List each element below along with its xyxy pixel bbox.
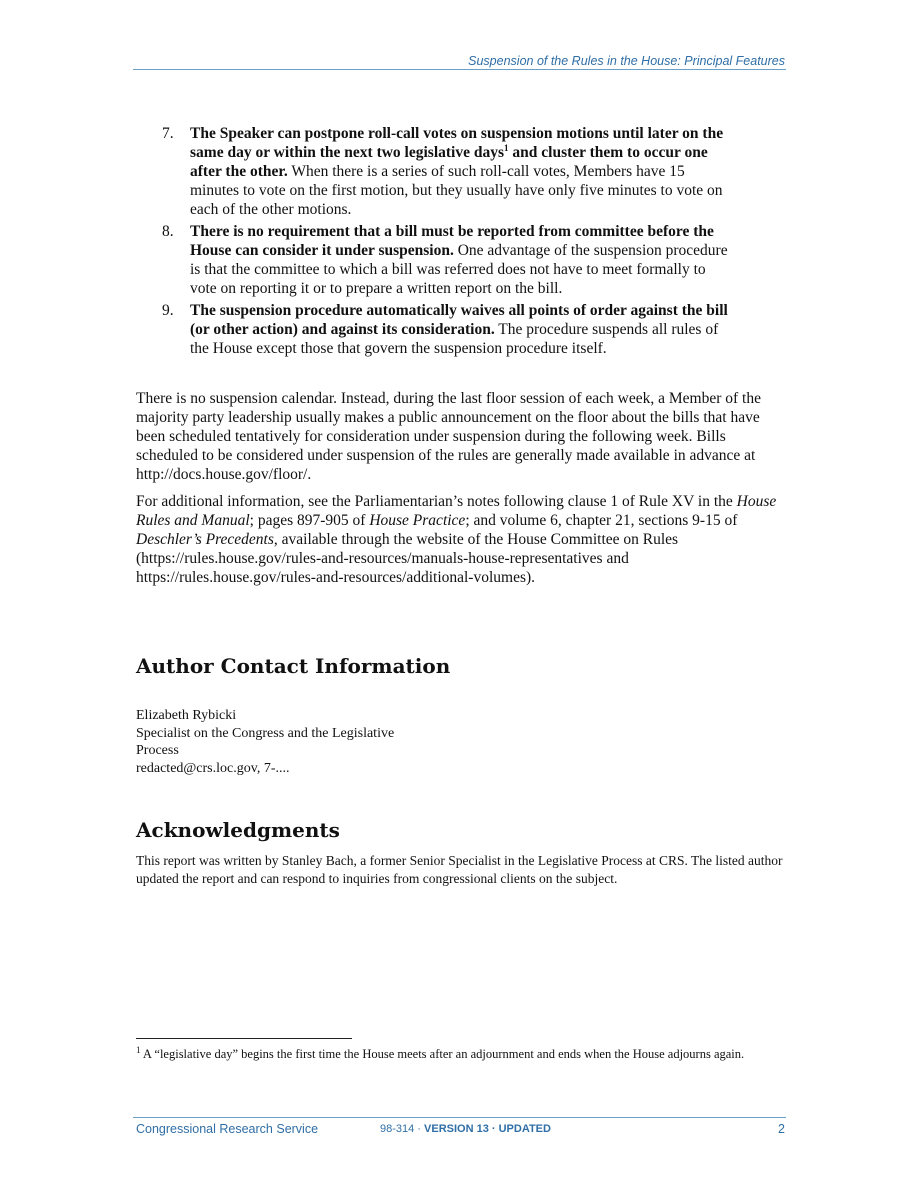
- footnote-reference-1[interactable]: 1: [504, 142, 509, 153]
- list-item-bold-lead: There is no requirement that a bill must be reported from committee before the House can consider it under suspension.: [190, 223, 714, 259]
- footnote: [136, 1046, 776, 1063]
- deschlers-precedents-title: Deschler’s Precedents: [136, 531, 274, 548]
- footnote-marker: 1: [136, 1044, 141, 1055]
- author-email[interactable]: redacted@crs.loc.gov, 7-....: [136, 760, 290, 776]
- list-item-text: [190, 223, 728, 297]
- header-divider: [133, 69, 786, 70]
- footnote-text: A “legislative day” begins the first time the House meets after an adjournment and ends when the House adjourns again.: [140, 1047, 745, 1061]
- list-item: [136, 124, 736, 219]
- list-item-number: 7.: [162, 125, 174, 142]
- suspension-calendar-paragraph: There is no suspension calendar. Instead, during the last floor session of each week, a Member of the majority party leadership usually makes a public announcement on the floor about the bills that have been scheduled tentatively for consideration under suspension during the following week. Bills scheduled to be considered under suspension of the rules are generally made available in advance at http://docs.house.gov/floor/.: [136, 390, 761, 483]
- list-item-text: [190, 302, 728, 357]
- author-contact-block: [136, 707, 436, 777]
- acknowledgments-text: This report was written by Stanley Bach, a former Senior Specialist in the Legislative Process at CRS. The listed author updated the report and can respond to inquiries from congressional clients on the subject.: [136, 853, 783, 886]
- numbered-list: [136, 124, 736, 361]
- footer-report-number: 98-314 ·: [380, 1123, 425, 1135]
- list-item-number: 9.: [162, 302, 174, 319]
- author-contact-heading: Author Contact Information: [136, 654, 451, 678]
- running-header-title: Suspension of the Rules in the House: Principal Features: [468, 54, 785, 68]
- body-paragraphs: [136, 389, 788, 595]
- list-item-bold-lead: The Speaker can postpone roll-call votes on suspension motions until later on the same day or within the next two legislative days: [190, 125, 724, 161]
- list-item-body: When there is a series of such roll-call votes, Members have 15 minutes to vote on the first motion, but they usually have only five minutes to vote on each of the other motions.: [190, 163, 723, 218]
- list-item-body: The procedure suspends all rules of the House except those that govern the suspension procedure itself.: [190, 321, 719, 357]
- list-item-bold-lead: The suspension procedure automatically waives all points of order against the bill (or other action) and against its consideration.: [190, 302, 728, 338]
- footer-version: VERSION 13 · UPDATED: [424, 1123, 551, 1135]
- acknowledgments-heading: Acknowledgments: [136, 818, 340, 842]
- additional-information-paragraph: For additional information, see the Parliamentarian’s notes following clause 1 of Rule XV in the House Rules and Manual; pages 897-905 of House Practice; and volume 6, chapter 21, sections 9-15 of Deschler’s Precedents, available through the website of the House Committee on Rules (https://rules.house.gov/rules-and-resources/manuals-house-representatives and https://rules.house.gov/rules-and-resources/additional-volumes).: [136, 493, 777, 586]
- author-title: Specialist on the Congress and the Legislative Process: [136, 725, 395, 758]
- footnote-divider: [136, 1038, 352, 1039]
- list-item: [136, 222, 736, 298]
- footer-organization: Congressional Research Service: [136, 1122, 319, 1136]
- list-item: [136, 301, 736, 358]
- page-number: 2: [778, 1122, 785, 1136]
- footer-report-info: [380, 1123, 551, 1135]
- list-item-number: 8.: [162, 223, 174, 240]
- footer-divider: [133, 1117, 786, 1118]
- house-rules-manual-title: House Rules and Manual: [136, 493, 777, 529]
- list-item-body: One advantage of the suspension procedure is that the committee to which a bill was referred does not have to meet formally to vote on reporting it or to prepare a written report on the bill.: [190, 242, 728, 297]
- house-practice-title: House Practice: [369, 512, 466, 529]
- author-name: Elizabeth Rybicki: [136, 708, 237, 723]
- list-item-bold-lead-continued: and cluster them to occur one after the other.: [190, 144, 708, 180]
- list-item-text: [190, 125, 723, 218]
